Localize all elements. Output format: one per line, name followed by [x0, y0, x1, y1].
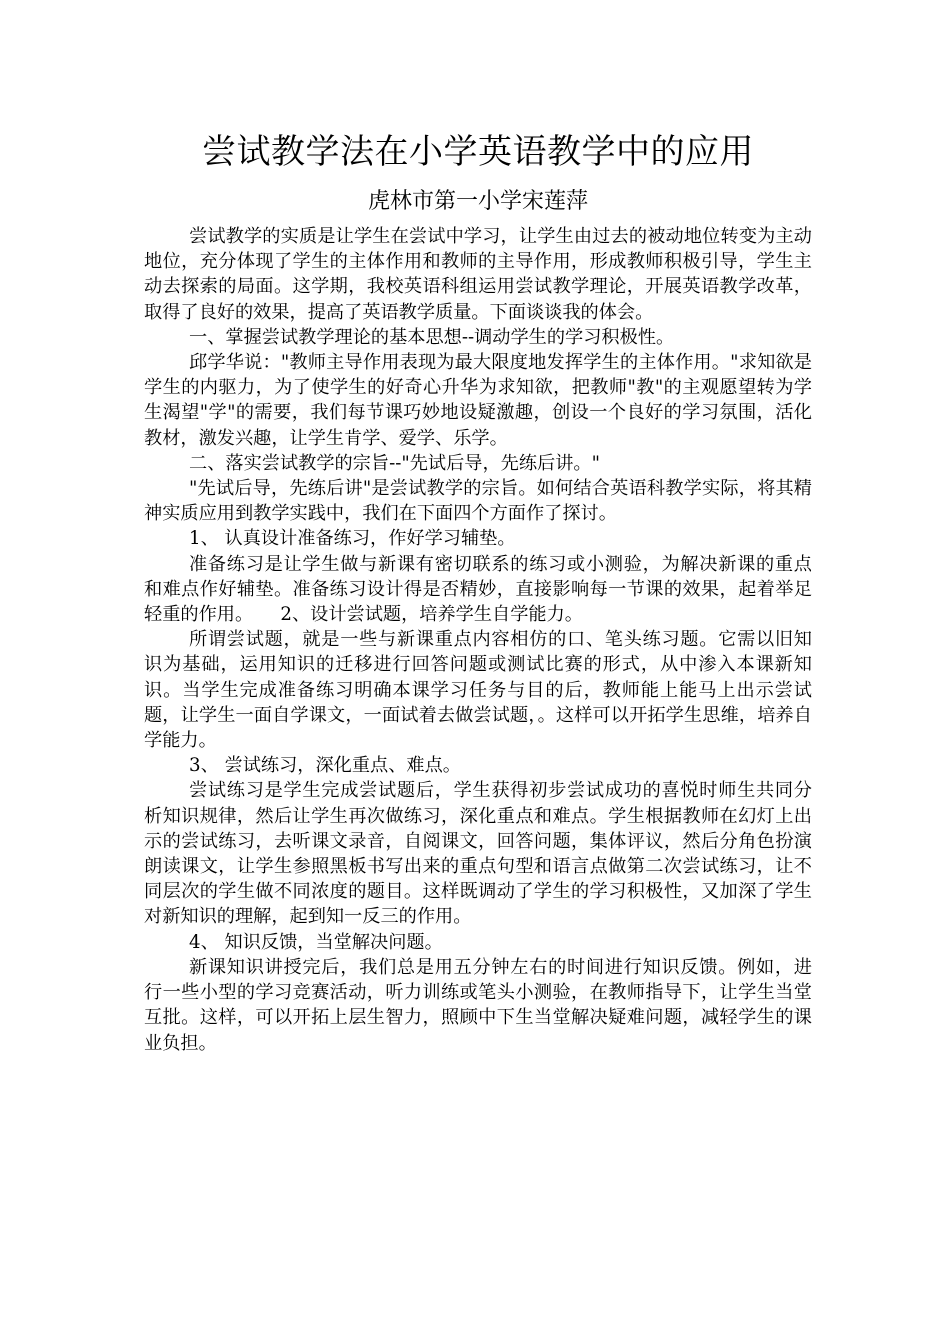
paragraph-sub-1: 准备练习是让学生做与新课有密切联系的练习或小测验，为解决新课的重点 和难点作好辅垫。准备练习设计得是否精妙，直接影响每一节课的效果，起着举足轻重的作用。 2、设计尝试题，培养学生自学能力。 — [144, 553, 812, 626]
subheading-4: 4、 知识反馈，当堂解决问题。 — [189, 931, 443, 953]
paragraph-sub-3: 尝试练习是学生完成尝试题后，学生获得初步尝试成功的喜悦时师生共同分 析知识规律，然后让学生再次做练习，深化重点和难点。学生根据教师在幻灯上出示的尝试练习，去听课文录音，自阅课文，回答问题，集体评议，然后分角色扮演朗读课文，让学生参照黑板书写出来的重点句型和语言点做第二次尝试练习，让不同层次的学生做不同浓度的题目。这样既调动了学生的学习积极性，又加深了学生对新知识的理解，起到知一反三的作用。 — [144, 780, 812, 928]
document-author: 虎林市第一小学宋莲萍 — [367, 189, 588, 214]
document-page — [144, 126, 812, 1056]
paragraph-intro: 尝试教学的实质是让学生在尝试中学习，让学生由过去的被动地位转变为主动地位，充分体现了学生的主体作用和教师的主导作用，形成教师积极引导，学生主动去探索的局面。这学期，我校英语科组运用尝试教学理论，开展英语教学改革，取得了良好的效果，提高了英语教学质量。下面谈谈我的体会。 — [144, 226, 812, 323]
paragraph-section-2: "先试后导，先练后讲"是尝试教学的宗旨。如何结合英语科教学实际，将其精神实质应用到教学实践中，我们在下面四个方面作了探讨。 — [144, 478, 812, 525]
document-body — [144, 224, 812, 1056]
subheading-3: 3、 尝试练习，深化重点、难点。 — [189, 755, 461, 777]
document-title: 尝试教学法在小学英语教学中的应用 — [202, 132, 754, 172]
paragraph-section-1: 邱学华说："教师主导作用表现为最大限度地发挥学生的主体作用。"求知欲是学生的内驱力，为了使学生的好奇心升华为求知欲，把教师"教"的主观愿望转为学生渴望"学"的需要，我们每节课巧妙地设疑激趣，创设一个良好的学习氛围，活化教材，激发兴趣，让学生肯学、爱学、乐学。 — [144, 352, 812, 449]
section-heading-2: 二、落实尝试教学的宗旨--"先试后导，先练后讲。" — [189, 452, 600, 474]
section-heading-1: 一、掌握尝试教学理论的基本思想--调动学生的学习积极性。 — [189, 326, 675, 348]
paragraph-sub-2: 所谓尝试题，就是一些与新课重点内容相仿的口、笔头练习题。它需以旧知 识为基础，运用知识的迁移进行回答问题或测试比赛的形式，从中渗入本课新知识。当学生完成准备练习明确本课学习任务与目的后，教师能上能马上出示尝试题，让学生一面自学课文，一面试着去做尝试题，。这样可以开拓学生思维，培养自学能力。 — [144, 629, 812, 752]
subheading-1: 1、 认真设计准备练习，作好学习辅垫。 — [189, 528, 516, 550]
paragraph-sub-4: 新课知识讲授完后，我们总是用五分钟左右的时间进行知识反馈。例如，进 行一些小型的学习竞赛活动，听力训练或笔头小测验，在教师指导下，让学生当堂互批。这样，可以开拓上层生智力，照顾中下生当堂解决疑难问题，减轻学生的课业负担。 — [144, 956, 812, 1054]
